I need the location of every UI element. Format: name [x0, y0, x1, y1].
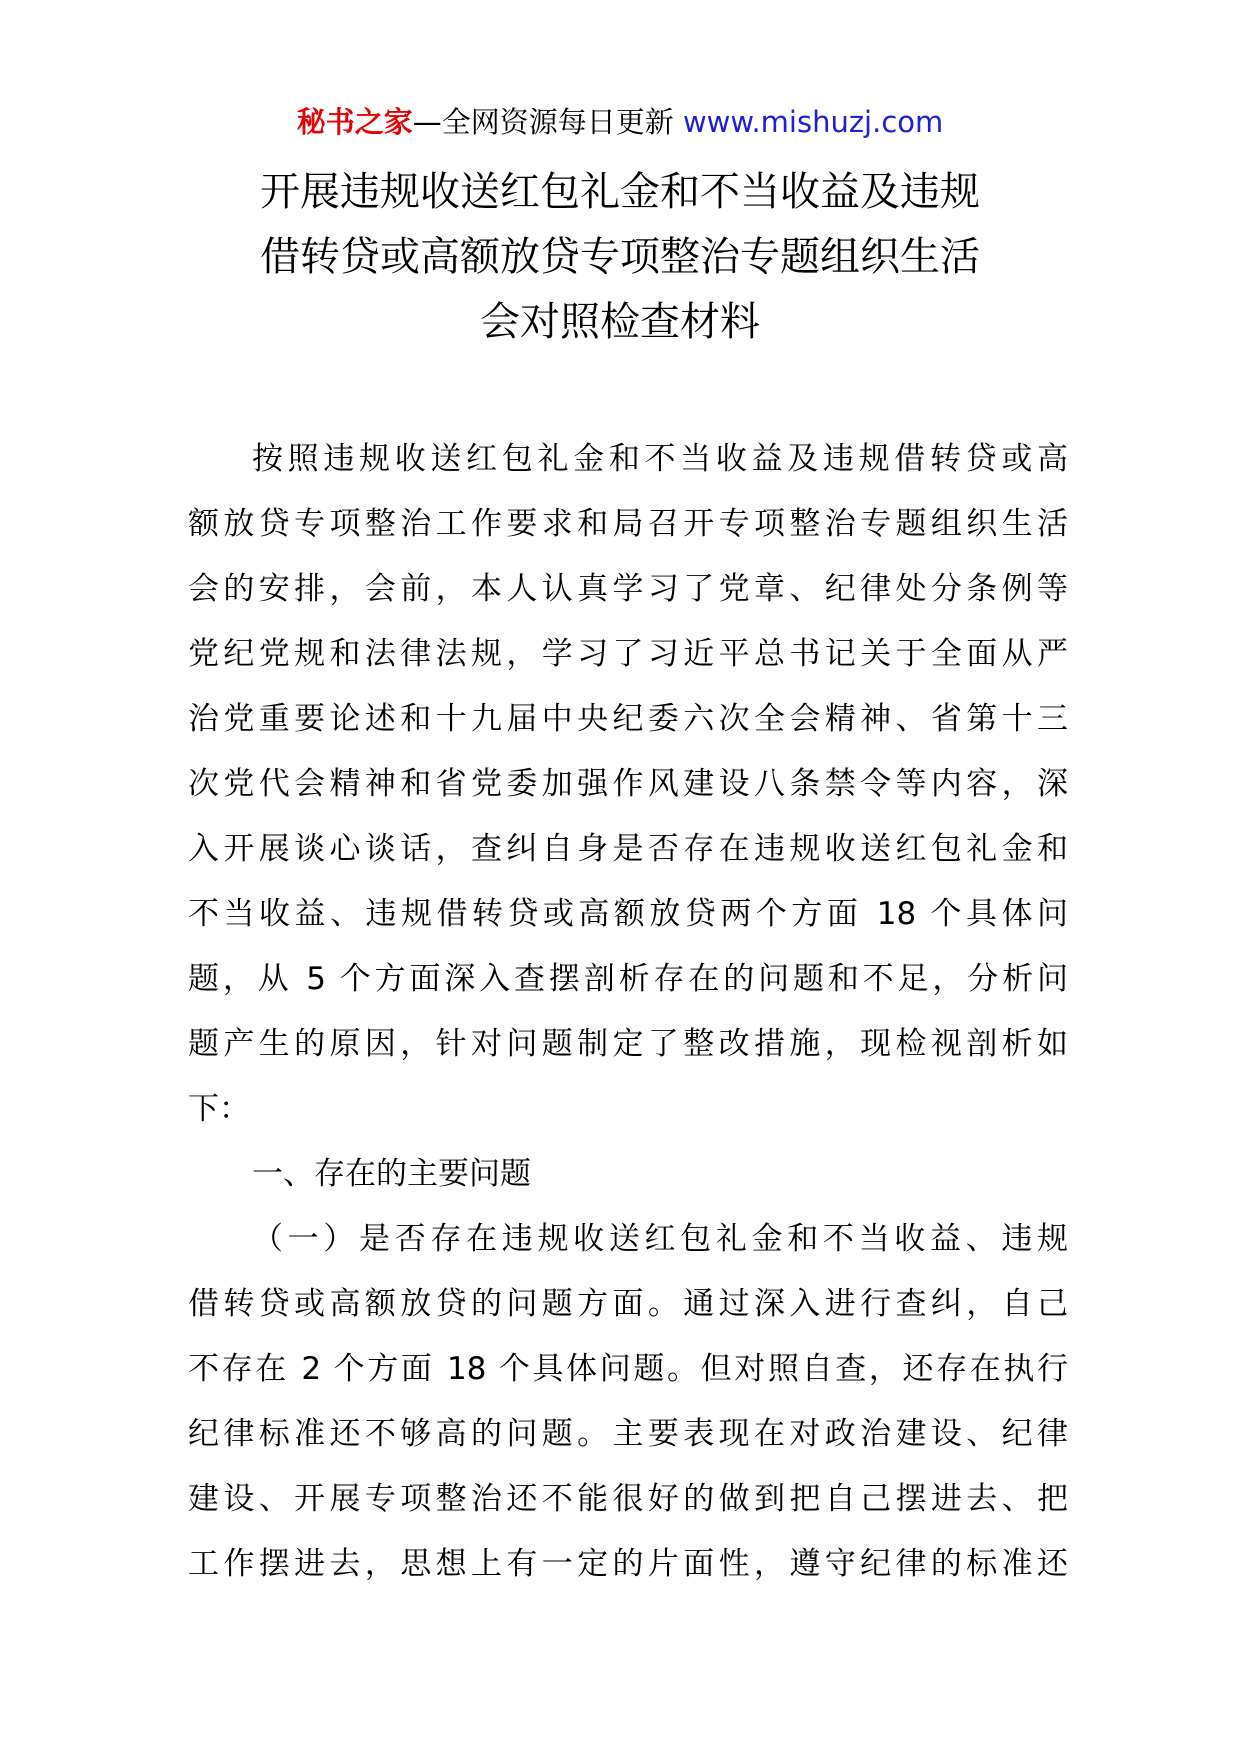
title-line: 开展违规收送红包礼金和不当收益及违规 — [260, 169, 980, 215]
section-heading: 一、存在的主要问题 — [252, 1156, 531, 1192]
body-line: 治党重要论述和十九届中央纪委六次全会精神、省第十三 — [188, 701, 1068, 737]
site-url[interactable]: www.mishuzj.com — [682, 105, 944, 139]
brand-name: 秘书之家 — [296, 105, 413, 139]
body-line: 额放贷专项整治工作要求和局召开专项整治专题组织生活 — [188, 506, 1068, 542]
body-line: 不存在 2 个方面 18 个具体问题。但对照自查，还存在执行 — [188, 1351, 1068, 1387]
body-line: 次党代会精神和省党委加强作风建设八条禁令等内容，深 — [188, 766, 1068, 802]
body-line: 入开展谈心谈话，查纠自身是否存在违规收送红包礼金和 — [188, 831, 1068, 867]
body-line: 借转贷或高额放贷的问题方面。通过深入进行查纠，自己 — [188, 1286, 1068, 1322]
banner-slogan: —全网资源每日更新 — [412, 105, 674, 139]
body-line: 下： — [188, 1091, 250, 1127]
body-line: （一）是否存在违规收送红包礼金和不当收益、违规 — [252, 1221, 1068, 1257]
title-line: 借转贷或高额放贷专项整治专题组织生活 — [260, 234, 980, 280]
body-line: 党纪党规和法律法规，学习了习近平总书记关于全面从严 — [188, 636, 1068, 672]
body-line: 会的安排，会前，本人认真学习了党章、纪律处分条例等 — [188, 571, 1068, 607]
body-line: 题产生的原因，针对问题制定了整改措施，现检视剖析如 — [188, 1026, 1068, 1062]
title-line: 会对照检查材料 — [480, 299, 760, 345]
body-line: 工作摆进去，思想上有一定的片面性，遵守纪律的标准还 — [188, 1546, 1068, 1582]
site-banner — [0, 102, 1240, 142]
body-line: 纪律标准还不够高的问题。主要表现在对政治建设、纪律 — [188, 1416, 1068, 1452]
body-line: 建设、开展专项整治还不能很好的做到把自己摆进去、把 — [188, 1481, 1068, 1517]
body-line: 按照违规收送红包礼金和不当收益及违规借转贷或高 — [252, 441, 1068, 477]
document-title — [190, 160, 1050, 355]
document-body — [188, 427, 1068, 1597]
body-line: 题，从 5 个方面深入查摆剖析存在的问题和不足，分析问 — [188, 961, 1068, 997]
body-line: 不当收益、违规借转贷或高额放贷两个方面 18 个具体问 — [188, 896, 1068, 932]
